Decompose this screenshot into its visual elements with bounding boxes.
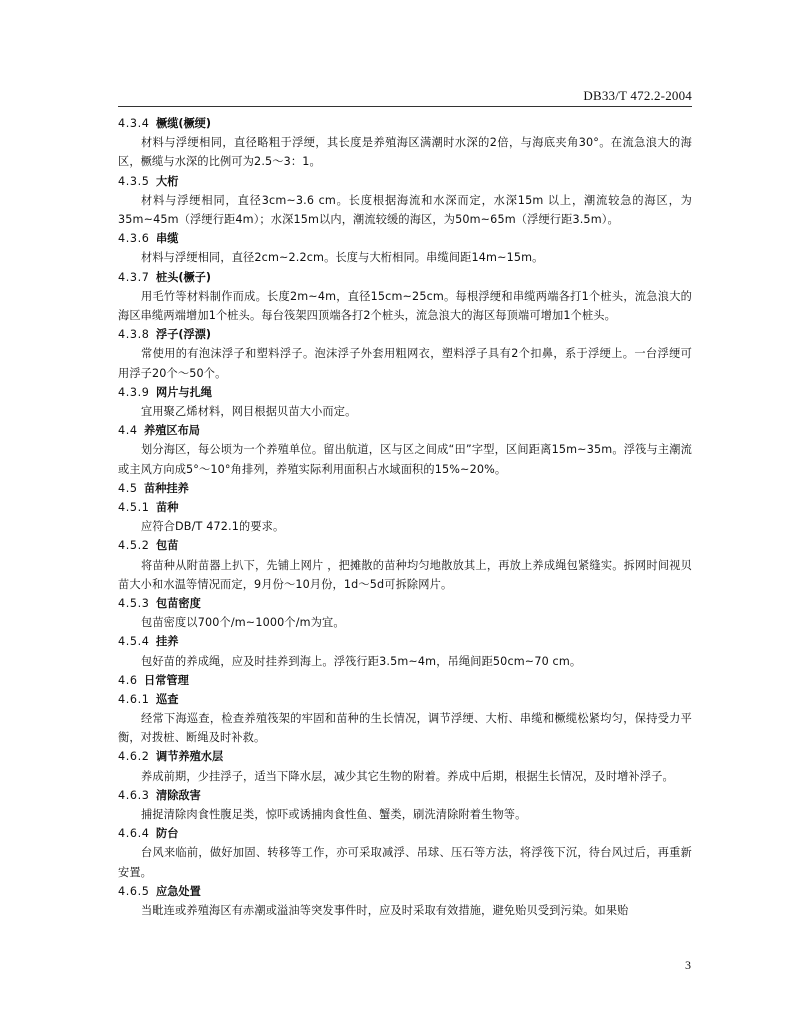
paragraph: 材料与浮绠相同，直径2cm~2.2cm。长度与大桁相同。串缆间距14m~15m。 (141, 251, 544, 265)
paragraph: 养成前期，少挂浮子，适当下降水层，减少其它生物的附着。养成中后期，根据生长情况，及时增补浮子。 (141, 769, 674, 783)
section-title: 串缆 (156, 232, 179, 246)
section-title: 日常管理 (144, 673, 189, 687)
section-number: 4.3.7 (118, 270, 150, 284)
section-number: 4.5.2 (118, 539, 150, 553)
section-title: 苗种挂养 (144, 481, 189, 495)
paragraph: 捕捉清除肉食性腹足类，惊吓或诱捕肉食性鱼、蟹类，刷洗清除附着生物等。 (141, 808, 527, 822)
section-heading (118, 479, 692, 498)
header-rule (118, 106, 692, 107)
section-title: 桩头(橛子) (156, 270, 211, 284)
section-number: 4.5.3 (118, 596, 150, 610)
section-title: 清除敌害 (156, 788, 201, 802)
section-number: 4.3.5 (118, 174, 150, 188)
section-heading (118, 536, 692, 555)
section-heading (118, 172, 692, 191)
paragraph: 常使用的有泡沫浮子和塑料浮子。泡沫浮子外套用粗网衣，塑料浮子具有2个扣鼻，系于浮绠上。一台浮绠可用浮子20个～50个。 (118, 347, 692, 380)
section-title: 防台 (156, 827, 179, 841)
section-title: 应急处置 (156, 884, 201, 898)
section-heading (118, 421, 692, 440)
section-heading (118, 671, 692, 690)
section-number: 4.3.8 (118, 328, 150, 342)
section-heading (118, 325, 692, 344)
section-number: 4.5 (118, 481, 138, 495)
section-heading (118, 632, 692, 651)
paragraph: 包苗密度以700个/m~1000个/m为宜。 (141, 616, 345, 630)
paragraph: 宜用聚乙烯材料，网目根据贝苗大小而定。 (141, 404, 357, 418)
section-title: 调节养殖水层 (156, 750, 224, 764)
section-title: 网片与扎绳 (156, 385, 212, 399)
paragraph: 材料与浮绠相同，直径略粗于浮绠，其长度是养殖海区满潮时水深的2倍，与海底夹角30°。在流急浪大的海区，橛缆与水深的比例可为2.5～3：1。 (118, 136, 692, 169)
paragraph: 用毛竹等材料制作而成。长度2m~4m，直径15cm~25cm。每根浮绠和串缆两端各打1个桩头，流急浪大的海区串缆两端增加1个桩头。每台筏架四顶端各打2个桩头，流急浪大的海区每顶端可增加1个桩头。 (118, 289, 692, 322)
paragraph: 将苗种从附苗器上扒下，先铺上网片 ，把摊散的苗种均匀地散放其上，再放上养成绳包紧缝实。拆网时间视贝苗大小和水温等情况而定，9月份～10月份，1d～5d可拆除网片。 (118, 558, 692, 591)
paragraph: 材料与浮绠相同，直径3cm~3.6 cm。长度根据海流和水深而定，水深15m 以上，潮流较急的海区，为35m~45m（浮绠行距4m）；水深15m以内，潮流较缓的海区，为50m~65m（浮绠行距3.5m）。 (118, 193, 692, 226)
section-number: 4.6.5 (118, 884, 150, 898)
section-number: 4.6.3 (118, 788, 150, 802)
section-heading (118, 498, 692, 517)
paragraph: 经常下海巡查，检查养殖筏架的牢固和苗种的生长情况，调节浮绠、大桁、串缆和橛缆松紧均匀，保持受力平衡，对拨桩、断绳及时补救。 (118, 712, 692, 745)
section-heading (118, 690, 692, 709)
section-number: 4.6 (118, 673, 138, 687)
paragraph: 划分海区，每公顷为一个养殖单位。留出航道，区与区之间成“田”字型，区间距离15m~35m。浮筏与主潮流或主风方向成5°～10°角排列，养殖实际利用面积占水域面积的15%~20%。 (118, 443, 692, 476)
section-heading (118, 383, 692, 402)
section-title: 包苗 (156, 539, 179, 553)
paragraph: 台风来临前，做好加固、转移等工作，亦可采取减浮、吊球、压石等方法，将浮筏下沉，待台风过后，再重新安置。 (118, 846, 692, 879)
section-number: 4.5.4 (118, 635, 150, 649)
section-title: 包苗密度 (156, 596, 201, 610)
section-title: 养殖区布局 (144, 424, 200, 438)
paragraph: 包好苗的养成绳，应及时挂养到海上。浮筏行距3.5m~4m，吊绳间距50cm~70 cm。 (141, 654, 582, 668)
paragraph: 应符合DB/T 472.1的要求。 (141, 520, 285, 534)
section-title: 苗种 (156, 500, 179, 514)
section-heading (118, 786, 692, 805)
section-heading (118, 747, 692, 766)
section-number: 4.5.1 (118, 500, 150, 514)
section-title: 大桁 (156, 174, 179, 188)
section-heading (118, 882, 692, 901)
document-code: DB33/T 472.2-2004 (583, 88, 692, 103)
section-heading (118, 114, 692, 133)
paragraph: 当毗连或养殖海区有赤潮或溢油等突发事件时，应及时采取有效措施，避免贻贝受到污染。如果贻 (141, 904, 629, 918)
section-number: 4.6.4 (118, 827, 150, 841)
section-title: 挂养 (156, 635, 179, 649)
section-title: 橛缆(橛绠) (156, 117, 211, 130)
section-number: 4.6.1 (118, 692, 150, 706)
section-heading (118, 824, 692, 843)
section-title: 巡查 (156, 692, 179, 706)
section-heading (118, 594, 692, 613)
section-number: 4.4 (118, 424, 138, 438)
section-number: 4.6.2 (118, 750, 150, 764)
document-body (118, 114, 692, 920)
page-number: 3 (685, 958, 691, 972)
section-heading (118, 268, 692, 287)
section-number: 4.3.9 (118, 385, 150, 399)
section-number: 4.3.4 (118, 117, 150, 130)
section-title: 浮子(浮漂) (156, 328, 211, 342)
section-number: 4.3.6 (118, 232, 150, 246)
section-heading (118, 229, 692, 248)
